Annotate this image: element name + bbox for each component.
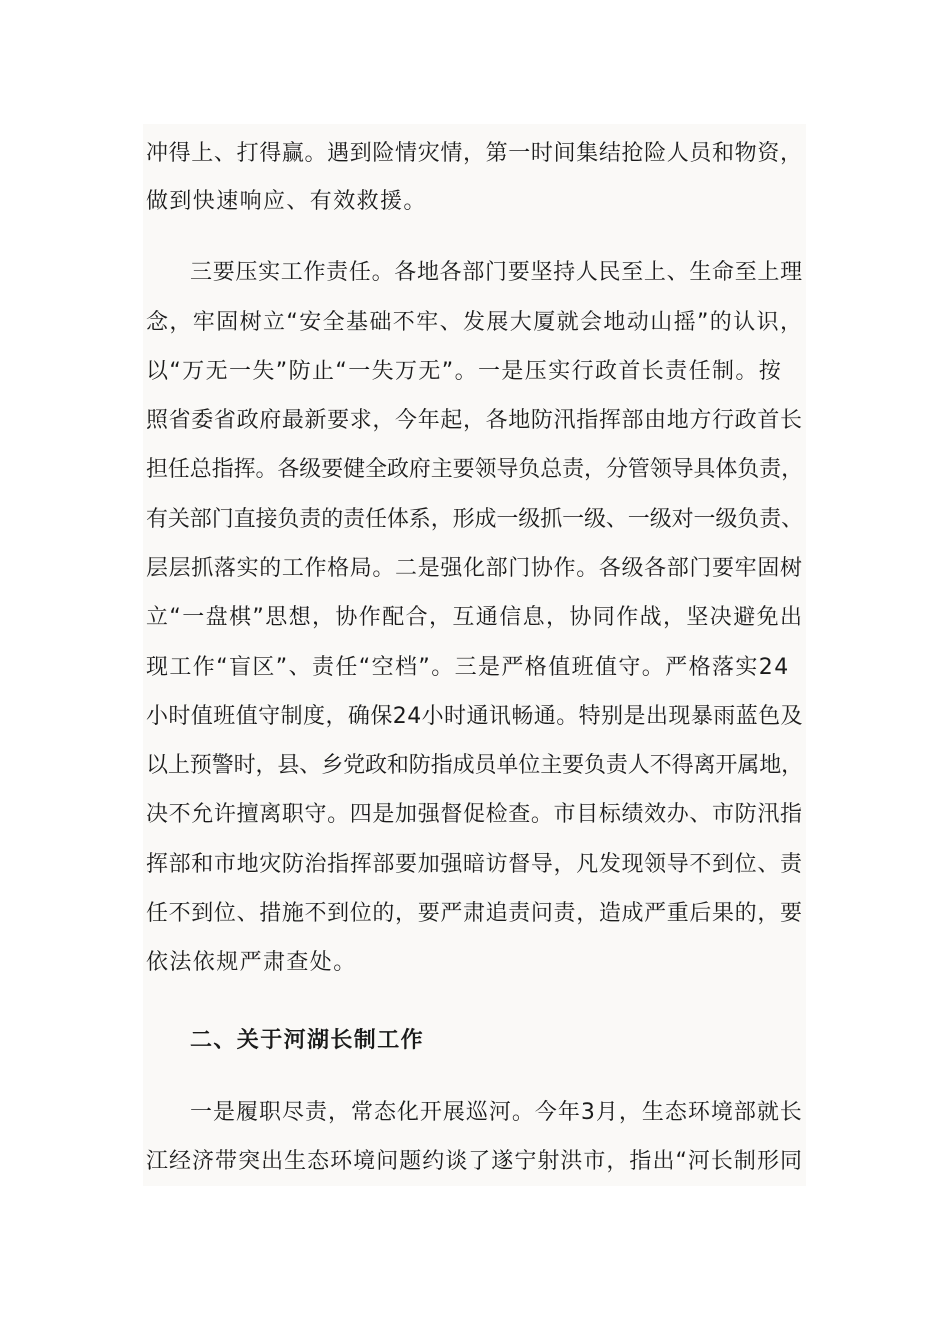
body-text-line: 以“万无一失”防止“一失万无”。一是压实行政首长责任制。按	[146, 359, 783, 384]
body-text-line: 层层抓落实的工作格局。二是强化部门协作。各级各部门要牢固树	[146, 556, 803, 581]
body-text-line: 任不到位、措施不到位的，要严肃追责问责，造成严重后果的，要	[146, 901, 803, 926]
body-text-line: 一是履职尽责，常态化开展巡河。今年3月，生态环境部就长	[190, 1100, 803, 1125]
body-text-line: 冲得上、打得赢。遇到险情灾情，第一时间集结抢险人员和物资，	[146, 141, 803, 166]
body-text-line: 江经济带突出生态环境问题约谈了遂宁射洪市，指出“河长制形同	[146, 1149, 803, 1174]
body-text-line: 以上预警时，县、乡党政和防指成员单位主要负责人不得离开属地，	[146, 753, 804, 778]
document-body	[143, 124, 806, 1186]
body-text-line: 照省委省政府最新要求，今年起，各地防汛指挥部由地方行政首长	[146, 408, 803, 433]
body-text-line: 三要压实工作责任。各地各部门要坚持人民至上、生命至上理	[190, 260, 803, 285]
body-text-line: 依法依规严肃查处。	[146, 950, 357, 975]
body-text-line: 担任总指挥。各级要健全政府主要领导负总责，分管领导具体负责，	[146, 457, 804, 482]
body-text-line: 决不允许擅离职守。四是加强督促检查。市目标绩效办、市防汛指	[146, 802, 803, 827]
body-text-line: 念，牢固树立“安全基础不牢、发展大厦就会地动山摇”的认识，	[146, 310, 804, 335]
body-text-line: 现工作“盲区”、责任“空档”。三是严格值班值守。严格落实24	[146, 655, 790, 680]
section-heading: 二、关于河湖长制工作	[190, 1028, 425, 1053]
body-text-line: 挥部和市地灾防治指挥部要加强暗访督导，凡发现领导不到位、责	[146, 852, 803, 877]
body-text-line: 做到快速响应、有效救援。	[146, 189, 427, 214]
body-text-line: 立“一盘棋”思想，协作配合，互通信息，协同作战，坚决避免出	[146, 605, 804, 630]
body-text-line: 小时值班值守制度，确保24小时通讯畅通。特别是出现暴雨蓝色及	[146, 704, 803, 729]
body-text-line: 有关部门直接负责的责任体系，形成一级抓一级、一级对一级负责、	[146, 507, 804, 532]
